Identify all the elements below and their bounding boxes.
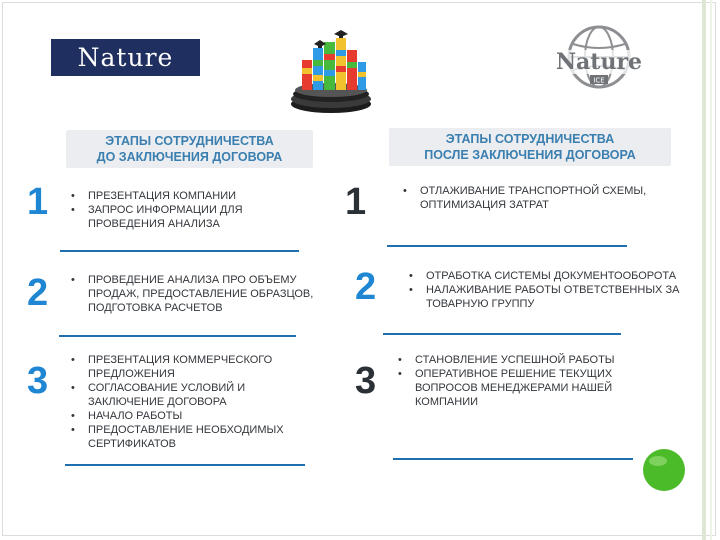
header-after-contract xyxy=(389,128,671,166)
right-divider-2 xyxy=(383,333,621,335)
left-step-2-number: 2 xyxy=(27,272,49,314)
list-item: • ПРЕЗЕНТАЦИЯ КОММЕРЧЕСКОГО ПРЕДЛОЖЕНИЯ xyxy=(68,353,308,381)
right-step-3-number: 3 xyxy=(355,360,377,402)
header-before-contract xyxy=(66,130,313,168)
list-item: • НАЛАЖИВАНИЕ РАБОТЫ ОТВЕТСТВЕННЫХ ЗА ТОВАРНУЮ ГРУППУ xyxy=(406,283,686,311)
list-item: • СОГЛАСОВАНИЕ УСЛОВИЙ И ЗАКЛЮЧЕНИЕ ДОГОВОРА xyxy=(68,381,308,409)
list-item: • СТАНОВЛЕНИЕ УСПЕШНОЙ РАБОТЫ xyxy=(395,353,655,367)
nature-logo-right-text: Nature xyxy=(555,49,643,75)
header-after-line1: ЭТАПЫ СОТРУДНИЧЕСТВА xyxy=(445,132,615,146)
header-after-line2: ПОСЛЕ ЗАКЛЮЧЕНИЯ ДОГОВОРА xyxy=(424,148,636,162)
list-item: • ПРЕЗЕНТАЦИЯ КОМПАНИИ xyxy=(68,189,288,203)
right-step-2-number: 2 xyxy=(355,266,377,308)
right-step-1-number: 1 xyxy=(345,181,367,223)
left-step-2-list xyxy=(68,273,330,315)
decorative-stripe xyxy=(702,0,706,540)
right-step-1-list xyxy=(400,184,690,212)
list-item: • ОТРАБОТКА СИСТЕМЫ ДОКУМЕНТООБОРОТА xyxy=(406,269,686,283)
list-item: • ОТЛАЖИВАНИЕ ТРАНСПОРТНОЙ СХЕМЫ, ОПТИМИЗАЦИЯ ЗАТРАТ xyxy=(400,184,690,212)
left-step-3-list xyxy=(68,353,308,451)
list-item: • ПРОВЕДЕНИЕ АНАЛИЗА ПРО ОБЪЕМУ ПРОДАЖ, ПРЕДОСТАВЛЕНИЕ ОБРАЗЦОВ, ПОДГОТОВКА РАСЧЕТОВ xyxy=(68,273,330,315)
nature-logo-left-text: Nature xyxy=(77,43,174,72)
header-before-line2: ДО ЗАКЛЮЧЕНИЯ ДОГОВОРА xyxy=(96,150,283,164)
decorative-stripe-thin xyxy=(710,0,712,540)
books-graduation-icon xyxy=(288,20,374,114)
left-divider-3 xyxy=(65,464,305,466)
right-step-2-list xyxy=(406,269,686,311)
green-circle-icon xyxy=(642,446,686,494)
nature-logo-right-sub: ICE xyxy=(593,76,605,85)
right-step-3-list xyxy=(395,353,655,409)
left-step-1-number: 1 xyxy=(27,181,49,223)
nature-logo-left xyxy=(51,39,200,76)
list-item: • ОПЕРАТИВНОЕ РЕШЕНИЕ ТЕКУЩИХ ВОПРОСОВ МЕНЕДЖЕРАМИ НАШЕЙ КОМПАНИИ xyxy=(395,367,655,409)
left-divider-2 xyxy=(59,335,296,337)
list-item: • ПРЕДОСТАВЛЕНИЕ НЕОБХОДИМЫХ СЕРТИФИКАТОВ xyxy=(68,423,308,451)
list-item: • НАЧАЛО РАБОТЫ xyxy=(68,409,308,423)
right-divider-1 xyxy=(387,245,627,247)
header-before-line1: ЭТАПЫ СОТРУДНИЧЕСТВА xyxy=(105,134,274,148)
nature-logo-right-globe-icon xyxy=(536,24,662,90)
left-step-3-number: 3 xyxy=(27,360,49,402)
left-step-1-list xyxy=(68,189,288,231)
left-divider-1 xyxy=(60,250,299,252)
right-divider-3 xyxy=(393,458,633,460)
list-item: • ЗАПРОС ИНФОРМАЦИИ ДЛЯ ПРОВЕДЕНИЯ АНАЛИЗА xyxy=(68,203,288,231)
